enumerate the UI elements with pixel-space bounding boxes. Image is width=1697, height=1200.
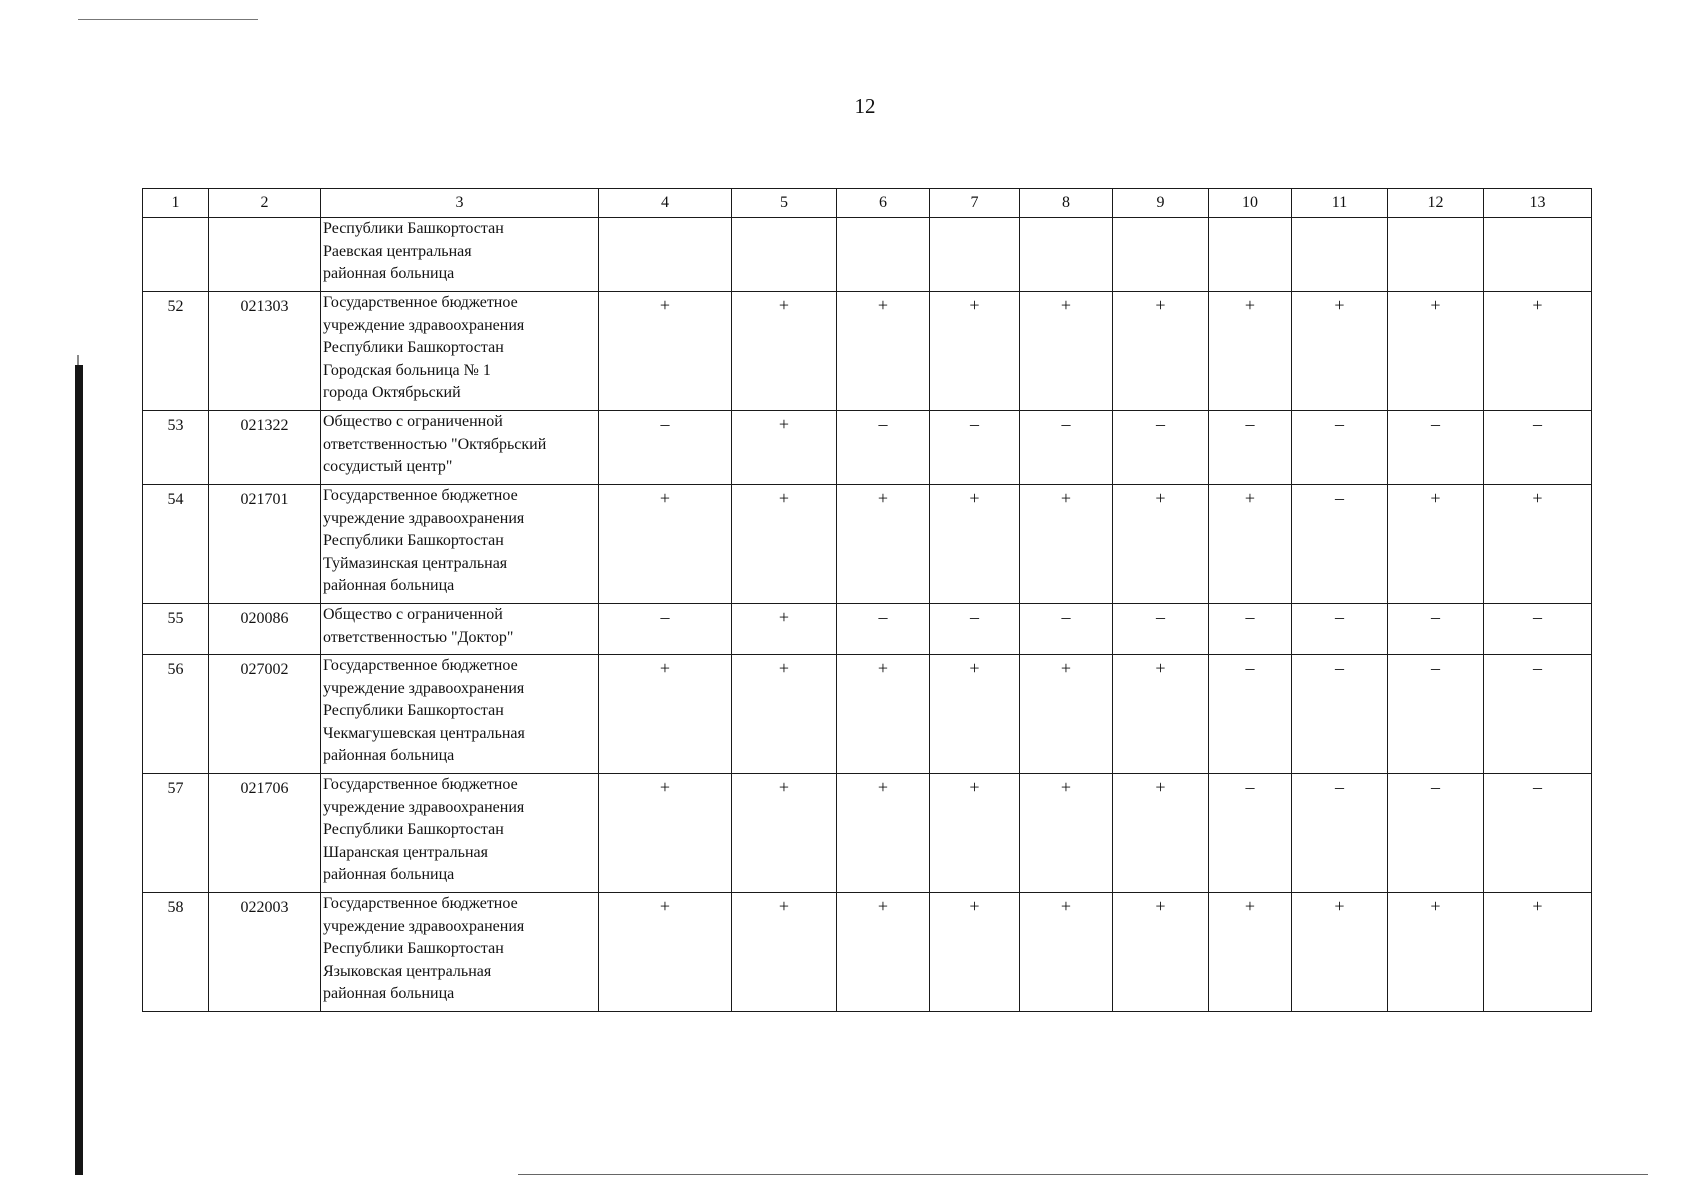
mark-cell: + [732, 893, 837, 1012]
mark-cell: – [1209, 411, 1292, 485]
mark-cell: + [1020, 893, 1113, 1012]
mark-cell: – [1388, 774, 1484, 893]
mark-cell: + [837, 292, 930, 411]
mark-cell: + [1020, 774, 1113, 893]
column-header: 13 [1484, 189, 1592, 218]
registry-code-cell: 021706 [209, 774, 321, 893]
mark-cell [930, 218, 1020, 292]
mark-cell: – [837, 604, 930, 655]
mark-cell: – [1484, 604, 1592, 655]
column-header: 2 [209, 189, 321, 218]
mark-cell [599, 218, 732, 292]
row-number-cell: 58 [143, 893, 209, 1012]
mark-cell: + [1292, 893, 1388, 1012]
registry-code-cell [209, 218, 321, 292]
mark-cell: + [1484, 893, 1592, 1012]
mark-cell: – [1292, 774, 1388, 893]
mark-cell: + [732, 292, 837, 411]
mark-cell: – [1020, 411, 1113, 485]
mark-cell: – [930, 604, 1020, 655]
row-number-cell: 52 [143, 292, 209, 411]
mark-cell: + [1388, 893, 1484, 1012]
mark-cell: – [1388, 604, 1484, 655]
mark-cell: + [732, 774, 837, 893]
mark-cell: – [930, 411, 1020, 485]
mark-cell [732, 218, 837, 292]
mark-cell: + [1209, 292, 1292, 411]
table-row [143, 411, 1592, 485]
mark-cell: + [1292, 292, 1388, 411]
table-row [143, 655, 1592, 774]
scan-binding-edge [75, 365, 83, 1175]
mark-cell: – [1388, 655, 1484, 774]
registry-code-cell: 020086 [209, 604, 321, 655]
row-number-cell: 57 [143, 774, 209, 893]
mark-cell: + [599, 774, 732, 893]
mark-cell: + [1113, 655, 1209, 774]
mark-cell: – [1020, 604, 1113, 655]
mark-cell: + [599, 485, 732, 604]
mark-cell: + [930, 774, 1020, 893]
mark-cell: + [1209, 485, 1292, 604]
header-row [143, 189, 1592, 218]
mark-cell: + [930, 655, 1020, 774]
mark-cell: + [837, 655, 930, 774]
mark-cell: + [1020, 655, 1113, 774]
mark-cell: + [1020, 485, 1113, 604]
mark-cell [1209, 218, 1292, 292]
mark-cell [1484, 218, 1592, 292]
mark-cell: + [1388, 485, 1484, 604]
mark-cell: – [1209, 774, 1292, 893]
registry-table [142, 188, 1592, 1012]
column-header: 6 [837, 189, 930, 218]
mark-cell [1113, 218, 1209, 292]
mark-cell: + [837, 485, 930, 604]
mark-cell [1388, 218, 1484, 292]
row-number-cell: 55 [143, 604, 209, 655]
table-row [143, 218, 1592, 292]
mark-cell: + [1113, 292, 1209, 411]
table-row [143, 485, 1592, 604]
column-header: 1 [143, 189, 209, 218]
mark-cell: – [1484, 774, 1592, 893]
column-header: 12 [1388, 189, 1484, 218]
organization-name-cell: Общество с ограниченной ответственностью "Доктор" [321, 604, 599, 655]
mark-cell: – [1484, 655, 1592, 774]
mark-cell: – [1388, 411, 1484, 485]
mark-cell: – [1292, 655, 1388, 774]
organization-name-cell: Государственное бюджетное учреждение здравоохранения Республики Башкортостан Городская больница № 1 города Октябрьский [321, 292, 599, 411]
organization-name-cell: Общество с ограниченной ответственностью "Октябрьский сосудистый центр" [321, 411, 599, 485]
mark-cell: + [1113, 774, 1209, 893]
mark-cell [837, 218, 930, 292]
mark-cell: + [1484, 485, 1592, 604]
mark-cell: + [837, 893, 930, 1012]
mark-cell: + [930, 893, 1020, 1012]
mark-cell [1292, 218, 1388, 292]
mark-cell: + [599, 893, 732, 1012]
mark-cell: – [599, 411, 732, 485]
mark-cell: + [599, 655, 732, 774]
mark-cell: – [1292, 604, 1388, 655]
mark-cell: + [732, 604, 837, 655]
mark-cell: + [1209, 893, 1292, 1012]
mark-cell: + [1113, 893, 1209, 1012]
registry-code-cell: 021303 [209, 292, 321, 411]
page-number: 12 [854, 94, 876, 118]
registry-code-cell: 022003 [209, 893, 321, 1012]
mark-cell [1020, 218, 1113, 292]
column-header: 11 [1292, 189, 1388, 218]
mark-cell: – [837, 411, 930, 485]
table-body [143, 218, 1592, 1012]
row-number-cell [143, 218, 209, 292]
table-row [143, 893, 1592, 1012]
mark-cell: + [930, 292, 1020, 411]
mark-cell: + [1388, 292, 1484, 411]
column-header: 9 [1113, 189, 1209, 218]
column-header: 10 [1209, 189, 1292, 218]
mark-cell: + [599, 292, 732, 411]
organization-name-cell: Государственное бюджетное учреждение здравоохранения Республики Башкортостан Туймазинская центральная районная больница [321, 485, 599, 604]
mark-cell: + [732, 411, 837, 485]
mark-cell: + [837, 774, 930, 893]
mark-cell: – [1209, 655, 1292, 774]
mark-cell: + [732, 485, 837, 604]
bottom-divider-line [518, 1174, 1648, 1175]
column-header: 5 [732, 189, 837, 218]
row-number-cell: 54 [143, 485, 209, 604]
row-number-cell: 56 [143, 655, 209, 774]
mark-cell: – [1209, 604, 1292, 655]
registry-code-cell: 027002 [209, 655, 321, 774]
registry-code-cell: 021322 [209, 411, 321, 485]
table-row [143, 604, 1592, 655]
mark-cell: + [732, 655, 837, 774]
mark-cell: + [1484, 292, 1592, 411]
mark-cell: – [1292, 485, 1388, 604]
mark-cell: – [1484, 411, 1592, 485]
row-number-cell: 53 [143, 411, 209, 485]
table-header [143, 189, 1592, 218]
mark-cell: – [1292, 411, 1388, 485]
organization-name-cell: Государственное бюджетное учреждение здравоохранения Республики Башкортостан Шаранская центральная районная больница [321, 774, 599, 893]
table-row [143, 292, 1592, 411]
column-header: 8 [1020, 189, 1113, 218]
mark-cell: + [1113, 485, 1209, 604]
table-row [143, 774, 1592, 893]
column-header: 7 [930, 189, 1020, 218]
top-divider-line [78, 19, 258, 20]
mark-cell: + [1020, 292, 1113, 411]
mark-cell: – [1113, 411, 1209, 485]
column-header: 3 [321, 189, 599, 218]
organization-name-cell: Республики Башкортостан Раевская центральная районная больница [321, 218, 599, 292]
mark-cell: + [930, 485, 1020, 604]
organization-name-cell: Государственное бюджетное учреждение здравоохранения Республики Башкортостан Чекмагушевская центральная районная больница [321, 655, 599, 774]
mark-cell: – [1113, 604, 1209, 655]
registry-code-cell: 021701 [209, 485, 321, 604]
mark-cell: – [599, 604, 732, 655]
organization-name-cell: Государственное бюджетное учреждение здравоохранения Республики Башкортостан Языковская центральная районная больница [321, 893, 599, 1012]
column-header: 4 [599, 189, 732, 218]
